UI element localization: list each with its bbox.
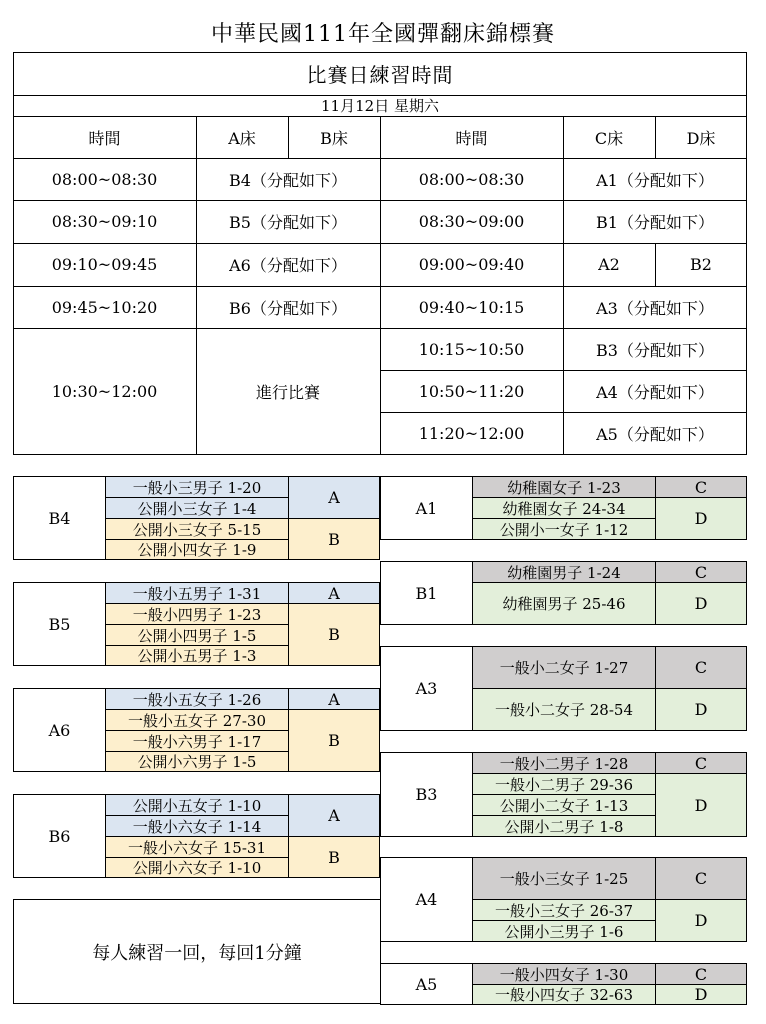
bed-c-marker: C [655,476,747,498]
right-time: 08:00~08:30 [418,169,525,189]
bed-c-marker: C [655,857,747,900]
right-assign-c: A2 [598,255,620,274]
group-item: 一般小五女子 1-26 [105,688,289,710]
bed-b-marker: B [288,836,380,878]
group-item: 一般小六男子 1-17 [105,730,289,752]
left-assign: B4（分配如下） [229,170,347,190]
left-time: 08:00~08:30 [51,169,158,189]
right-assign-d: B2 [690,255,712,274]
right-assign: A4（分配如下） [596,382,714,402]
bed-a-marker: A [288,476,380,519]
group-item: 一般小二女子 28-54 [472,688,656,731]
group-item: 幼稚園女子 24-34 [472,497,656,519]
bed-c-marker: C [655,646,747,689]
group-item: 公開小二男子 1-8 [472,815,656,837]
group-item: 公開小四女子 1-9 [105,539,289,560]
group-item: 一般小四女子 32-63 [472,984,656,1005]
group-item: 公開小六女子 1-10 [105,857,289,878]
right-assign: B3（分配如下） [596,340,714,360]
bed-d-marker: D [655,773,747,837]
group-item: 公開小六男子 1-5 [105,751,289,772]
bed-d-marker: D [655,688,747,731]
group-item: 一般小三女子 26-37 [472,899,656,921]
header-time-left: 時間 [88,128,121,148]
left-time: 09:10~09:45 [51,255,158,274]
date-row: 11月12日 星期六 [321,97,439,115]
left-assign: B5（分配如下） [229,213,347,232]
group-item: 公開小五男子 1-3 [105,645,289,666]
group-item: 一般小三男子 1-20 [105,476,289,498]
bed-c-marker: C [655,963,747,985]
bed-d-marker: D [655,582,747,625]
bed-c-marker: C [655,752,747,774]
group-label-b3: B3 [380,752,473,837]
group-item: 幼稚園男子 25-46 [472,582,656,625]
group-label-a3: A3 [380,646,473,731]
group-item: 公開小三女子 1-4 [105,497,289,519]
left-assign: A6（分配如下） [229,256,347,275]
group-item: 一般小二男子 29-36 [472,773,656,795]
left-time: 10:30~12:00 [51,382,158,401]
right-time: 09:40~10:15 [418,297,525,317]
group-label-a6: A6 [13,688,106,772]
group-item: 一般小四女子 1-30 [472,963,656,985]
group-item: 一般小五女子 27-30 [105,709,289,731]
group-item: 公開小二女子 1-13 [472,794,656,816]
bed-c-marker: C [655,561,747,583]
group-label-a1: A1 [380,476,473,540]
header-bed-a: A床 [228,128,256,148]
group-label-b5: B5 [13,582,106,666]
bed-d-marker: D [655,497,747,540]
bed-a-marker: A [288,582,380,604]
group-label-a4: A4 [380,857,473,942]
group-item: 公開小三男子 1-6 [472,920,656,942]
page-title: 中華民國111年全國彈翻床錦標賽 [211,21,555,47]
group-item: 一般小四男子 1-23 [105,603,289,625]
right-assign: B1（分配如下） [596,213,714,232]
group-item: 一般小六女子 15-31 [105,836,289,858]
group-label-b4: B4 [13,476,106,560]
bed-a-marker: A [288,794,380,837]
header-bed-b: B床 [320,128,348,148]
header-bed-c: C床 [594,128,624,148]
group-label-b6: B6 [13,794,106,878]
right-time: 10:15~10:50 [418,339,525,359]
group-item: 公開小三女子 5-15 [105,518,289,540]
group-item: 一般小二女子 1-27 [472,646,656,689]
group-item: 一般小二男子 1-28 [472,752,656,774]
group-item: 一般小六女子 1-14 [105,815,289,837]
bed-d-marker: D [655,899,747,942]
group-label-b1: B1 [380,561,473,625]
group-item: 公開小四男子 1-5 [105,624,289,646]
bed-a-marker: A [288,688,380,710]
subtitle: 比賽日練習時間 [306,63,454,87]
left-time: 09:45~10:20 [51,297,158,317]
right-time: 08:30~09:00 [418,212,525,231]
right-assign: A5（分配如下） [596,425,714,444]
bed-d-marker: D [655,984,747,1005]
right-time: 11:20~12:00 [418,424,525,443]
practice-note: 每人練習一回，每回1分鐘 [13,899,381,1004]
right-time: 10:50~11:20 [418,381,525,401]
right-assign: A1（分配如下） [596,170,714,190]
bed-b-marker: B [288,603,380,666]
group-item: 一般小三女子 1-25 [472,857,656,900]
group-item: 幼稚園男子 1-24 [472,561,656,583]
bed-b-marker: B [288,518,380,560]
left-time: 08:30~09:10 [51,212,158,231]
left-assign: 進行比賽 [255,383,320,402]
group-item: 幼稚園女子 1-23 [472,476,656,498]
right-assign: A3（分配如下） [596,298,714,318]
group-item: 公開小五女子 1-10 [105,794,289,816]
right-time: 09:00~09:40 [418,255,525,274]
header-time-right: 時間 [455,128,488,148]
group-label-a5: A5 [380,963,473,1005]
header-bed-d: D床 [686,128,716,148]
group-item: 一般小五男子 1-31 [105,582,289,604]
bed-b-marker: B [288,709,380,772]
group-item: 公開小一女子 1-12 [472,518,656,540]
left-assign: B6（分配如下） [229,298,347,318]
